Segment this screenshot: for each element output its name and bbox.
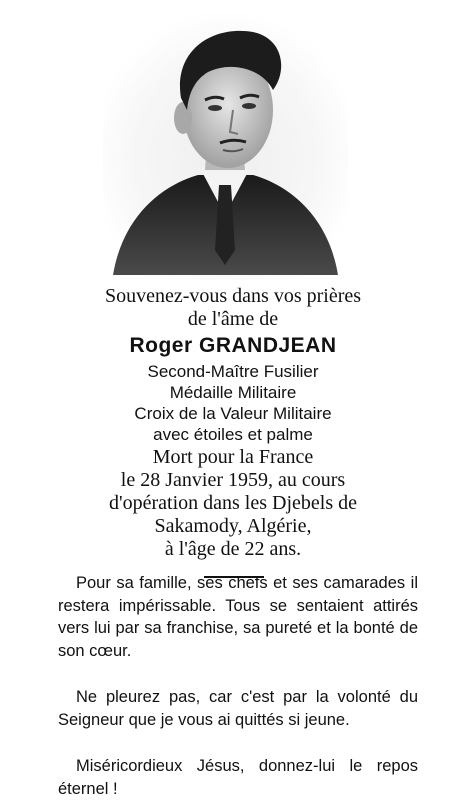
prayer-line-1: Souvenez-vous dans vos prières bbox=[104, 285, 362, 307]
death-line-4: Sakamody, Algérie, bbox=[154, 515, 312, 537]
honor-cross: Croix de la Valeur Militaire bbox=[134, 404, 332, 423]
death-line-5: à l'âge de 22 ans. bbox=[164, 538, 302, 560]
death-line-1: Mort pour la France bbox=[152, 446, 314, 468]
honor-medal: Médaille Militaire bbox=[169, 383, 297, 402]
death-line-2: le 28 Janvier 1959, au cours bbox=[120, 469, 346, 491]
portrait-photo bbox=[103, 10, 348, 280]
prayer-paragraph: Miséricordieux Jésus, donnez-lui le repos éternel ! bbox=[58, 757, 418, 798]
deceased-name: Roger GRANDJEAN bbox=[129, 334, 337, 357]
prayer-line-2: de l'âme de bbox=[187, 308, 279, 330]
tribute-paragraph: Pour sa famille, ses chefs et ses camarades il restera impérissable. Tous se sentaient attirés vers lui par sa franchise, sa pureté et la bonté de son cœur. bbox=[58, 574, 418, 660]
death-line-3: d'opération dans les Djebels de bbox=[109, 492, 357, 514]
honor-rank: Second-Maître Fusilier bbox=[147, 362, 319, 381]
consolation-paragraph: Ne pleurez pas, car c'est par la volonté du Seigneur que je vous ai quittés si jeune. bbox=[58, 688, 418, 729]
honor-stars: avec étoiles et palme bbox=[153, 425, 313, 444]
